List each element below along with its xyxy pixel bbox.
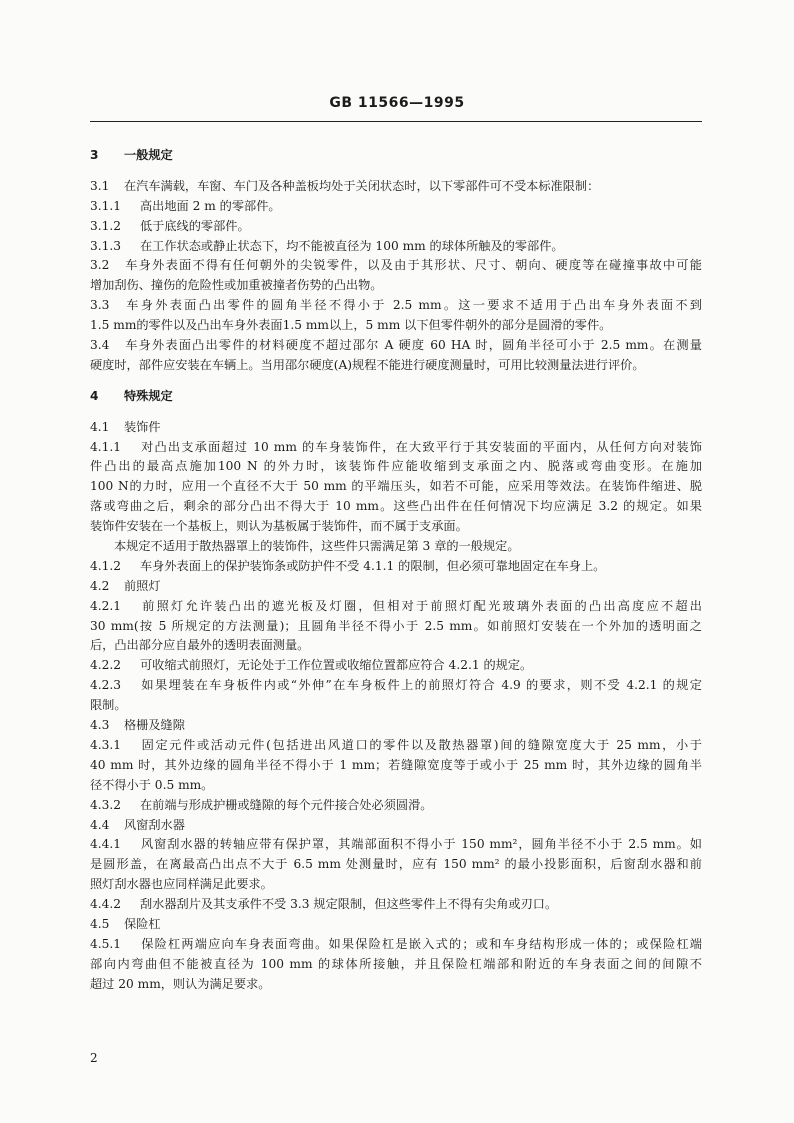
clause-number: 3.1.1: [90, 198, 122, 213]
clause-number: 4.1: [90, 419, 110, 434]
clause-number: 3.2: [90, 258, 110, 273]
line-text: 高出地面 2 m 的零部件。: [140, 198, 281, 213]
page-number: 2: [90, 1051, 98, 1065]
line-text: 径不得小于 0.5 mm。: [90, 777, 214, 792]
line-text: 超过 20 mm，则认为满足要求。: [90, 976, 271, 991]
clause-line: [90, 676, 702, 696]
clause-line: [90, 336, 702, 356]
clause-number: 3.1.3: [90, 238, 122, 253]
line-text: 在工作状态或静止状态下，均不能被直径为 100 mm 的球体所触及的零部件。: [140, 238, 564, 253]
text-line: [90, 756, 702, 776]
clause-line: [90, 237, 702, 257]
line-text: 装饰件: [124, 419, 161, 434]
line-text: 1.5 mm的零件以及凸出车身外表面1.5 mm以上，5 mm 以下但零件朝外的部分是圆滑的零件。: [90, 318, 612, 333]
clause-line: [90, 438, 702, 458]
line-text: 车身外表面凸出零件的圆角半径不得小于 2.5 mm。这一要求不适用于凸出车身外表面不到: [124, 298, 702, 313]
line-text: 一般规定: [124, 148, 173, 162]
text-line: [90, 537, 702, 557]
line-text: 前照灯: [124, 578, 161, 593]
clause-line: [90, 146, 702, 166]
line-text: 30 mm(按 5 所规定的方法测量)；且圆角半径不得小于 2.5 mm。如前照灯安装在一个外加的透明面之: [90, 618, 702, 633]
line-text: 特殊规定: [124, 388, 173, 403]
text-line: [90, 356, 702, 376]
clause-line: [90, 197, 702, 217]
clause-number: 4.3.2: [90, 797, 122, 812]
line-text: 在前端与形成护栅或缝隙的每个元件接合处必须圆滑。: [140, 797, 433, 812]
text-line: [90, 955, 702, 975]
line-text: 增加刮伤、撞伤的危险性或加重被撞者伤势的凸出物。: [90, 278, 383, 293]
line-text: 100 N的力时，应用一个直径不大于 50 mm 的平端压头，如若不可能，应采用等效法。在装饰件缩进、脱: [90, 479, 702, 494]
line-text: 前照灯允许装凸出的遮光板及灯圈，但相对于前照灯配光玻璃外表面的凸出高度应不超出: [140, 598, 702, 613]
clause-number: 4.2.1: [90, 598, 122, 613]
text-line: [90, 477, 702, 497]
clause-line: [90, 716, 702, 736]
clause-line: [90, 736, 702, 756]
clause-line: [90, 796, 702, 816]
clause-number: 4.4: [90, 817, 110, 832]
line-text: 固定元件或活动元件(包括进出风道口的零件以及散热器罩)间的缝隙宽度大于 25 mm，小于: [140, 737, 702, 752]
clause-number: 3.1.2: [90, 218, 122, 233]
clause-number: 4.5.1: [90, 936, 122, 951]
clause-number: 3.3: [90, 298, 110, 313]
clause-line: [90, 296, 702, 316]
line-text: 风窗刮水器的转轴应带有保护罩，其端部面积不得小于 150 mm²，圆角半径不小于 2.5 mm。如: [140, 837, 702, 852]
clause-number: 4.4.1: [90, 837, 122, 852]
text-line: [90, 696, 702, 716]
clause-line: [90, 387, 702, 407]
page-header: GB 11566—1995: [329, 95, 465, 111]
text-line: [90, 316, 702, 336]
clause-number: 4.3: [90, 718, 110, 733]
line-text: 硬度时，部件应安装在车辆上。当用邵尔硬度(A)规程不能进行硬度测量时，可用比较测量法进行评价。: [90, 357, 645, 372]
clause-line: [90, 915, 702, 935]
clause-number: 4.3.1: [90, 737, 122, 752]
clause-line: [90, 557, 702, 577]
clause-number: 4.2.3: [90, 678, 122, 693]
line-text: 是圆形盖，在离最高凸出点不大于 6.5 mm 处测量时，应有 150 mm² 的最小投影面积，后窗刮水器和前: [90, 857, 702, 872]
line-text: 刮水器刮片及其支承件不受 3.3 规定限制，但这些零件上不得有尖角或刃口。: [140, 897, 558, 912]
text-line: [90, 497, 702, 517]
text-line: [90, 517, 702, 537]
line-text: 件凸出的最高点施加100 N 的外力时，该装饰件应能收缩到支承面之内、脱落或弯曲变形。在施加: [90, 459, 702, 474]
clause-number: 4.4.2: [90, 897, 122, 912]
text-line: [90, 875, 702, 895]
line-text: 风窗刮水器: [124, 817, 185, 832]
line-text: 限制。: [90, 698, 127, 713]
line-text: 低于底线的零部件。: [140, 218, 250, 233]
clause-line: [90, 177, 702, 197]
clause-number: 4.1.2: [90, 558, 122, 573]
text-line: [90, 457, 702, 477]
clause-number: 4.2.2: [90, 658, 122, 673]
line-text: 部向内弯曲但不能被直径为 100 mm 的球体所接触，并且保险杠端部和附近的车身表面之间的间隙不: [90, 956, 702, 971]
line-text: 照灯刮水器也应同样满足此要求。: [90, 877, 273, 892]
document-body: [90, 146, 702, 995]
clause-number: 4.5: [90, 916, 110, 931]
line-text: 车身外表面不得有任何朝外的尖锐零件，以及由于其形状、尺寸、朝向、硬度等在碰撞事故中可能: [124, 258, 702, 273]
line-text: 装饰件安装在一个基板上，则认为基板属于装饰件，而不属于支承面。: [90, 519, 468, 534]
line-text: 40 mm 时，其外边缘的圆角半径不得小于 1 mm；若缝隙宽度等于或小于 25 mm 时，其外边缘的圆角半: [90, 757, 702, 772]
header-rule: [90, 121, 702, 122]
line-text: 落或弯曲之后，剩余的部分凸出不得大于 10 mm。这些凸出件在任何情况下均应满足 3.2 的规定。如果: [90, 499, 702, 514]
line-text: 车身外表面上的保护装饰条或防护件不受 4.1.1 的限制，但必须可靠地固定在车身上。: [140, 558, 606, 573]
line-text: 保险杠: [124, 916, 161, 931]
line-text: 对凸出支承面超过 10 mm 的车身装饰件，在大致平行于其安装面的平面内，从任何方向对装饰: [140, 439, 702, 454]
text-line: [90, 776, 702, 796]
line-text: 本规定不适用于散热器罩上的装饰件，这些件只需满足第 3 章的一般规定。: [114, 539, 520, 554]
clause-line: [90, 577, 702, 597]
clause-number: 4.1.1: [90, 439, 122, 454]
clause-number: 4.2: [90, 578, 110, 593]
clause-line: [90, 895, 702, 915]
clause-line: [90, 597, 702, 617]
clause-line: [90, 656, 702, 676]
text-line: [90, 636, 702, 656]
clause-line: [90, 816, 702, 836]
text-line: [90, 855, 702, 875]
text-line: [90, 975, 702, 995]
clause-line: [90, 256, 702, 276]
line-text: 后，凸出部分应自最外的透明表面测量。: [90, 638, 310, 653]
clause-line: [90, 835, 702, 855]
text-line: [90, 276, 702, 296]
clause-line: [90, 418, 702, 438]
clause-number: 3: [90, 148, 99, 162]
line-text: 格栅及缝隙: [124, 718, 185, 733]
line-text: 如果埋装在车身板件内或“外伸”在车身板件上的前照灯符合 4.9 的要求，则不受 4.2.1 的规定: [140, 678, 702, 693]
clause-line: [90, 217, 702, 237]
line-text: 在汽车满载，车窗、车门及各种盖板均处于关闭状态时，以下零部件可不受本标准限制：: [124, 178, 600, 193]
line-text: 保险杠两端应向车身表面弯曲。如果保险杠是嵌入式的；或和车身结构形成一体的；或保险杠端: [140, 936, 702, 951]
clause-line: [90, 935, 702, 955]
text-line: [90, 617, 702, 637]
clause-number: 3.1: [90, 178, 110, 193]
clause-number: 3.4: [90, 338, 110, 353]
clause-number: 4: [90, 388, 99, 403]
line-text: 车身外表面凸出零件的材料硬度不超过邵尔 A 硬度 60 HA 时，圆角半径可小于 2.5 mm。在测量: [124, 338, 702, 353]
line-text: 可收缩式前照灯，无论处于工作位置或收缩位置都应符合 4.2.1 的规定。: [140, 658, 533, 673]
